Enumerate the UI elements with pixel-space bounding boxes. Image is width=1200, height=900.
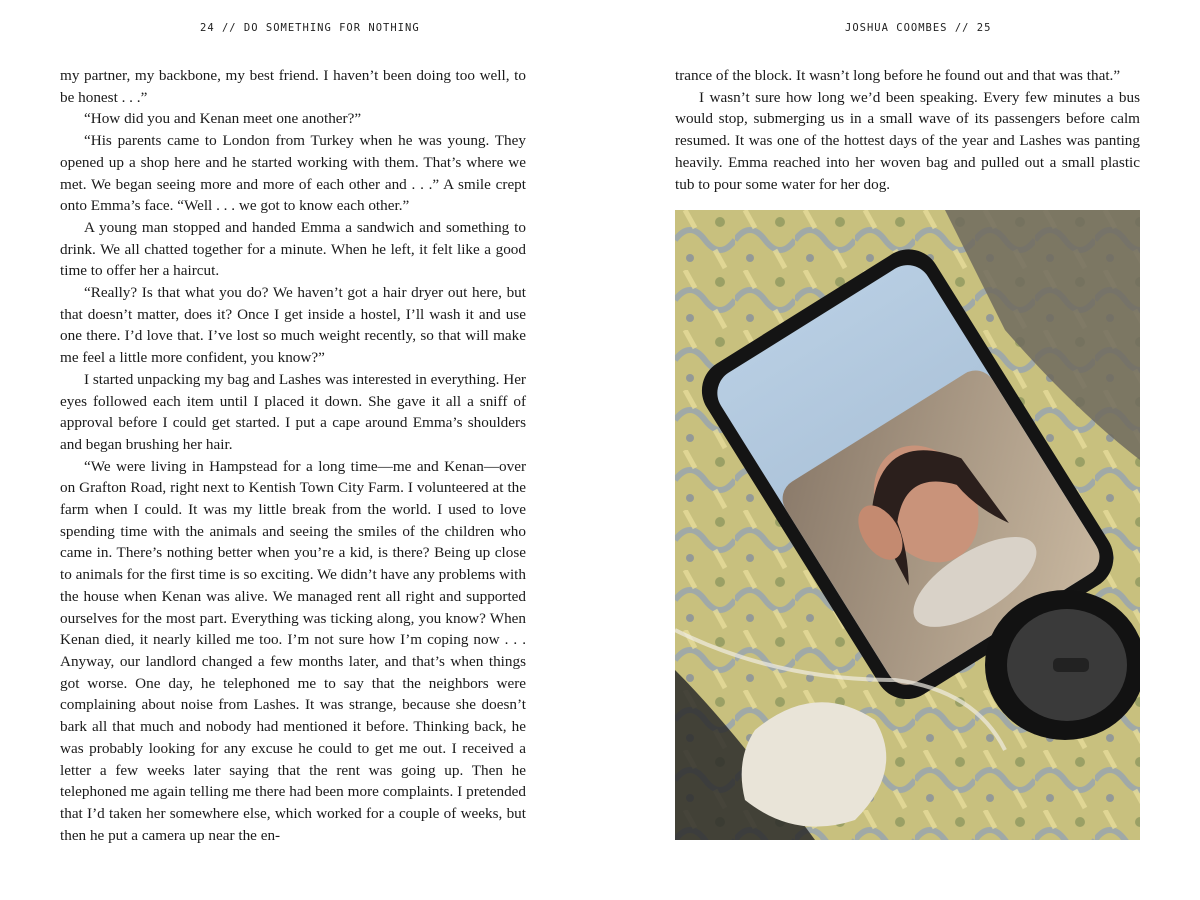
right-running-head: JOSHUA COOMBES // 25 (845, 22, 992, 34)
paragraph: “His parents came to London from Turkey when he was young. They opened up a shop here and he started working with them. That’s where we met. We began seeing more and more of each other and . . .” A smile crept onto Emma’s face. “Well . . . we got to know each other.” (60, 132, 526, 215)
right-page (600, 0, 1200, 900)
paragraph: “How did you and Kenan meet one another?” (84, 110, 362, 128)
right-body-text (675, 65, 1140, 195)
left-running-head: 24 // DO SOMETHING FOR NOTHING (200, 22, 420, 34)
left-body-text (60, 65, 526, 846)
paragraph: “Really? Is that what you do? We haven’t got a hair dryer out here, but that doesn’t matter, does it? Once I get inside a hostel, I’ll wash it and use one there. I’d love that. I’ve lost so much weight recently, so that will make me feel a little more confident, you know?” (60, 284, 526, 367)
paragraph: I wasn’t sure how long we’d been speaking. Every few minutes a bus would stop, submerging us in a small wave of its passengers before calm resumed. It was one of the hottest days of the year and Lashes was panting heavily. Emma reached into her woven bag and pulled out a small plastic tub to pour some water for her dog. (675, 88, 1140, 193)
paragraph: “We were living in Hampstead for a long time—me and Kenan—over on Grafton Road, right next to Kentish Town City Farm. I volunteered at the farm when I could. It was my little break from the world. I used to love spending time with the animals and seeing the smiles of the children who came in. There’s nothing better when you’re a kid, is there? Being up close to animals for the first time is so exciting. We didn’t have any problems with the house when Kenan was alive. We managed rent all right and supported ourselves for the most part. Everything was ticking along, you know? When Kenan died, it nearly killed me too. I’m not sure how I’m coping now . . . Anyway, our landlord changed a few months later, and that’s when things got worse. One day, he telephoned me to say that the neighbors were complaining about noise from Lashes. It was strange, because she doesn’t bark all that much and nobody had mentioned it before. Thinking back, he was probably looking for any excuse he could to get me out. I received a letter a few weeks later saying that the rent was going up. Then he telephoned me again telling me there had been more complaints. I pretended that I’d taken her somewhere else, which worked for a couple of weeks, but then he put a camera up near the en- (60, 457, 526, 844)
paragraph: I started unpacking my bag and Lashes was interested in everything. Her eyes followed each item until I placed it down. She gave it all a sniff of approval before I could get started. I put a cape around Emma’s shoulders and began brushing her hair. (60, 370, 526, 453)
paragraph: A young man stopped and handed Emma a sandwich and something to drink. We all chatted together for a minute. When he left, it felt like a good time to offer her a haircut. (60, 218, 526, 280)
paragraph: my partner, my backbone, my best friend. I haven’t been doing too well, to be honest . . .” (60, 67, 526, 106)
paragraph: trance of the block. It wasn’t long before he found out and that was that.” (675, 67, 1121, 84)
photo-phone-reflection (675, 210, 1140, 840)
